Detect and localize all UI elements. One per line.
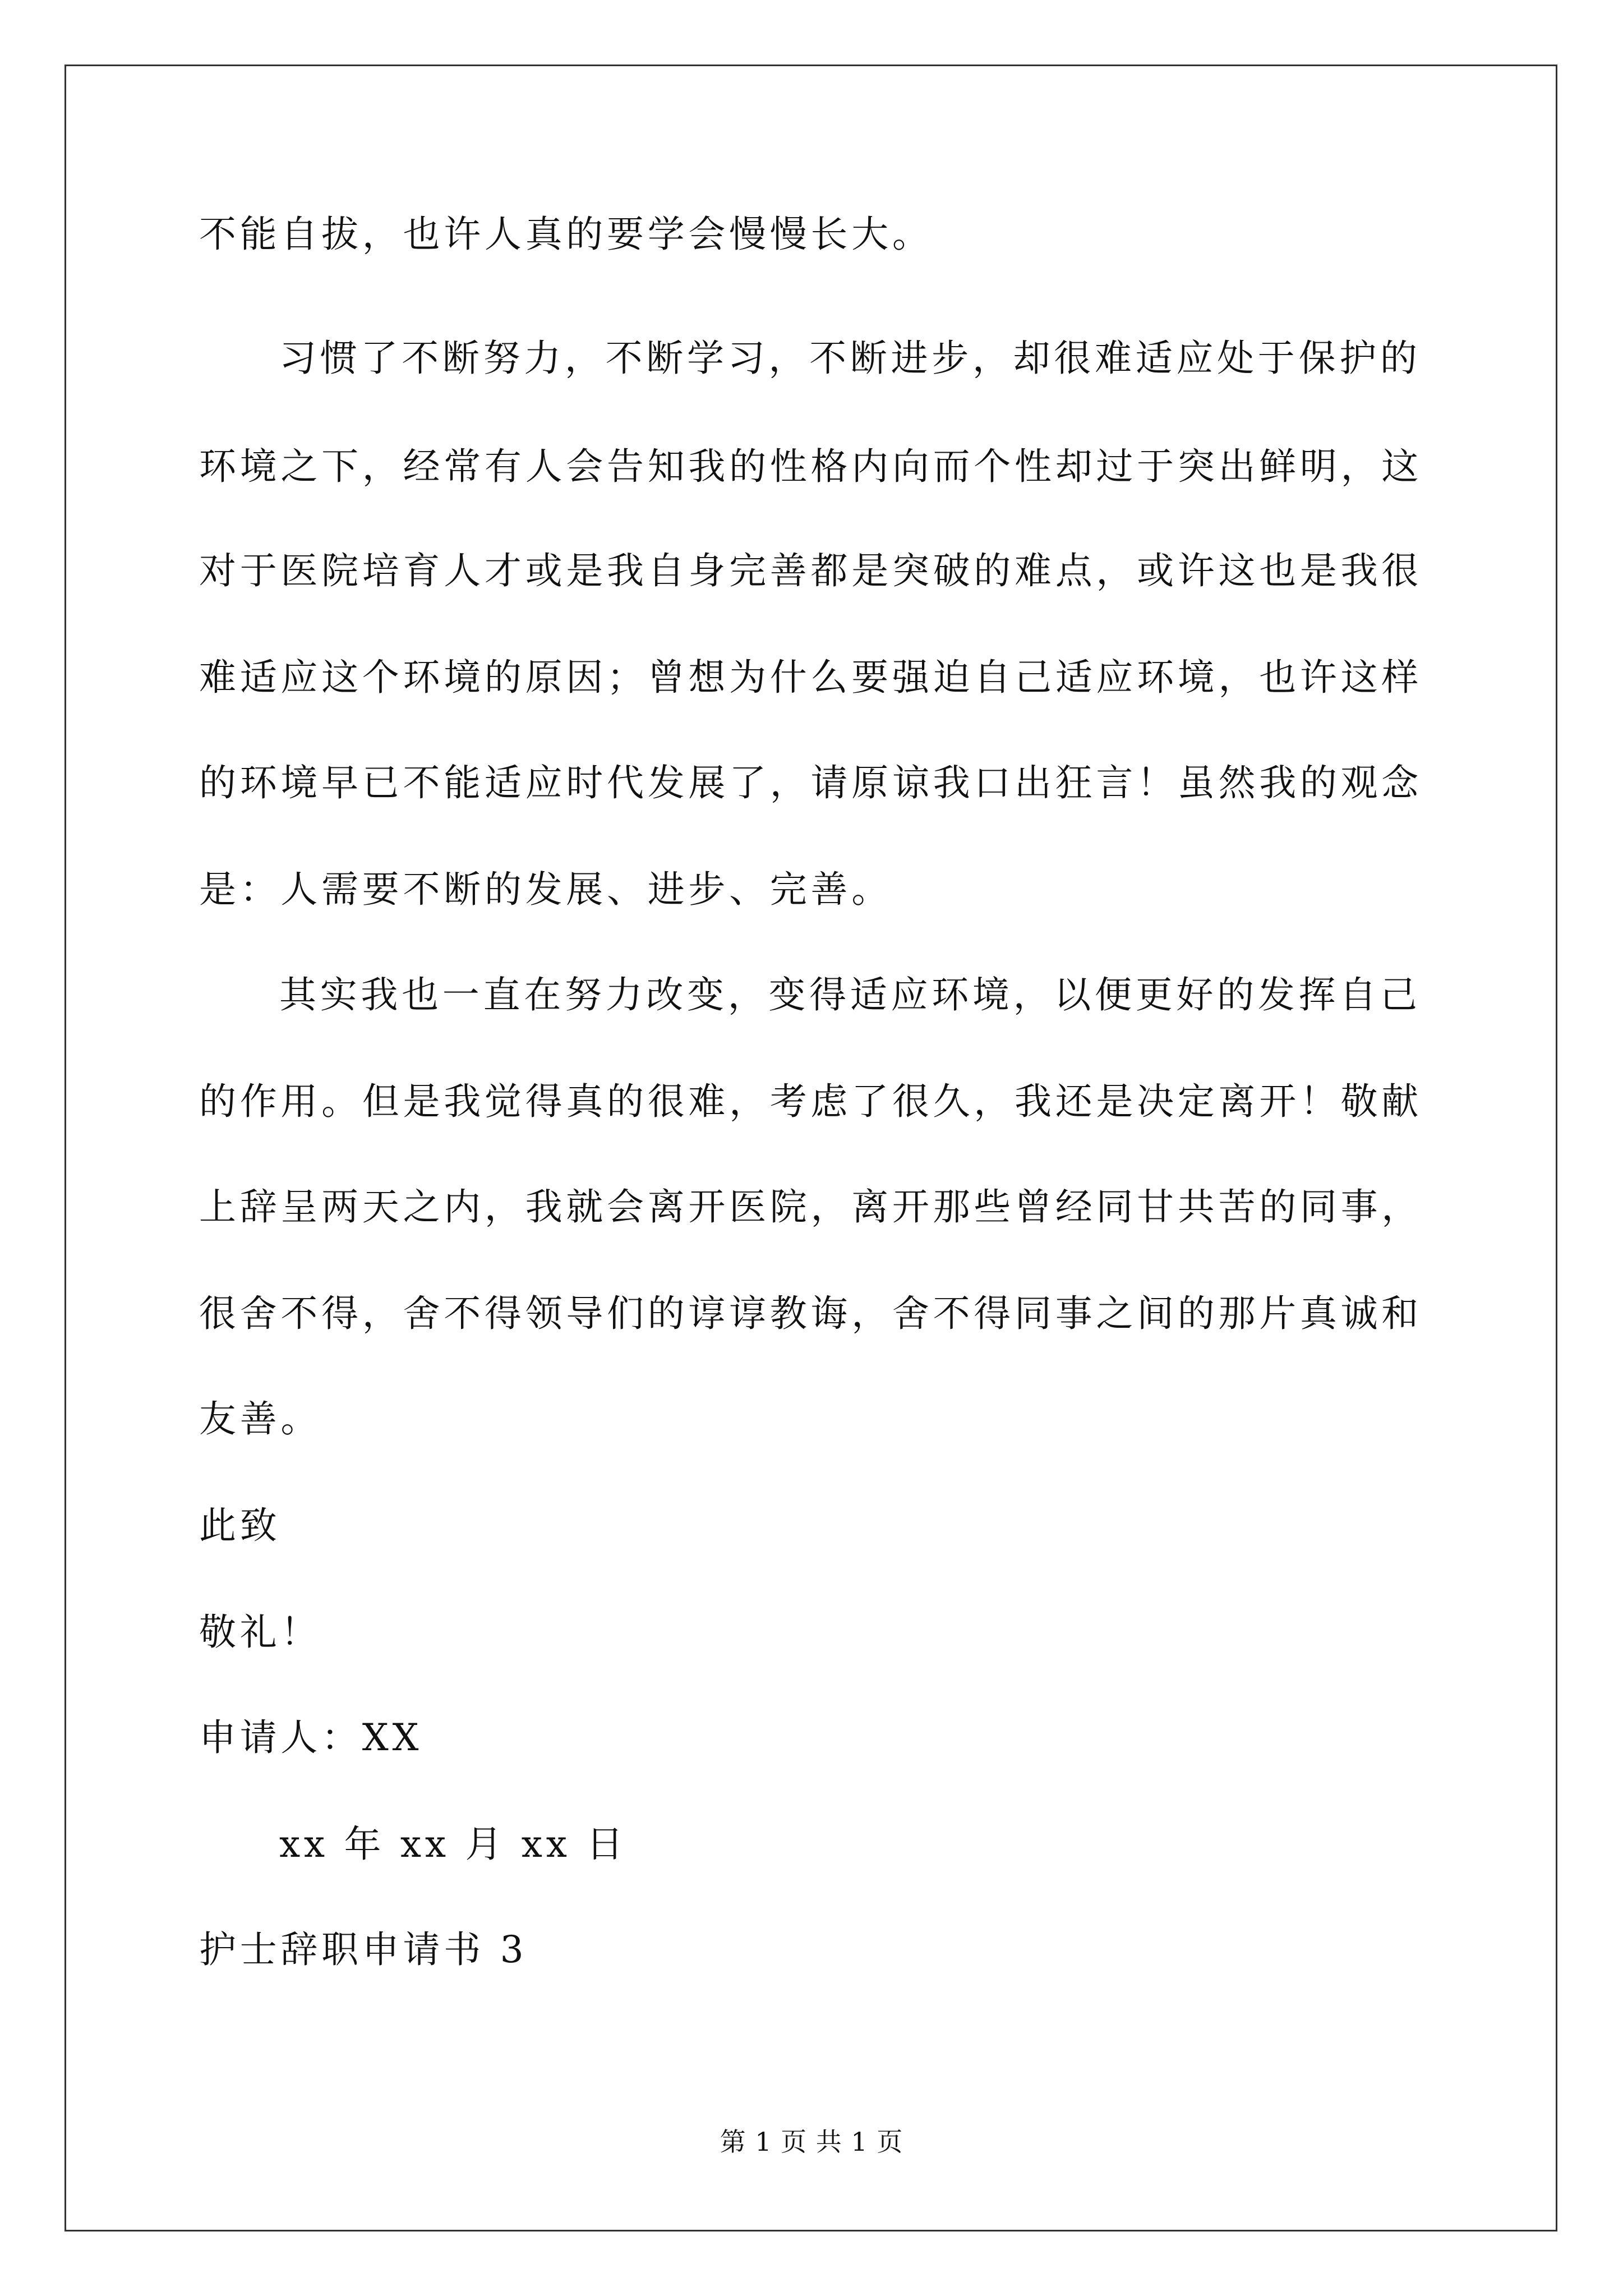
paragraph-line: 习惯了不断努力，不断学习，不断进步，却很难适应处于保护的 bbox=[279, 337, 1421, 380]
closing-regards: 敬礼！ bbox=[199, 1611, 322, 1654]
paragraph-line: 环境之下，经常有人会告知我的性格内向而个性却过于突出鲜明，这 bbox=[199, 445, 1422, 488]
paragraph-line: 不能自拔，也许人真的要学会慢慢长大。 bbox=[199, 213, 933, 256]
paragraph-line: 上辞呈两天之内，我就会离开医院，离开那些曾经同甘共苦的同事， bbox=[199, 1185, 1422, 1228]
closing-salutation: 此致 bbox=[199, 1504, 281, 1547]
paragraph-line: 对于医院培育人才或是我自身完善都是突破的难点，或许这也是我很 bbox=[199, 549, 1422, 592]
paragraph-line: 难适应这个环境的原因；曾想为什么要强迫自己适应环境，也许这样 bbox=[199, 656, 1422, 699]
applicant-line: 申请人：XX bbox=[199, 1716, 423, 1759]
date-line: xx 年 xx 月 xx 日 bbox=[279, 1823, 628, 1866]
page-border bbox=[64, 65, 1557, 2231]
paragraph-line: 是：人需要不断的发展、进步、完善。 bbox=[199, 868, 892, 911]
paragraph-line: 的环境早已不能适应时代发展了，请原谅我口出狂言！虽然我的观念 bbox=[199, 761, 1422, 804]
paragraph-line: 友善。 bbox=[199, 1397, 322, 1441]
paragraph-line: 的作用。但是我觉得真的很难，考虑了很久，我还是决定离开！敬献 bbox=[199, 1080, 1422, 1123]
section-title: 护士辞职申请书 3 bbox=[199, 1928, 528, 1971]
paragraph-line: 很舍不得，舍不得领导们的谆谆教诲，舍不得同事之间的那片真诚和 bbox=[199, 1292, 1422, 1335]
page-footer: 第 1 页 共 1 页 bbox=[720, 2127, 903, 2157]
paragraph-line: 其实我也一直在努力改变，变得适应环境，以便更好的发挥自己 bbox=[279, 973, 1421, 1016]
